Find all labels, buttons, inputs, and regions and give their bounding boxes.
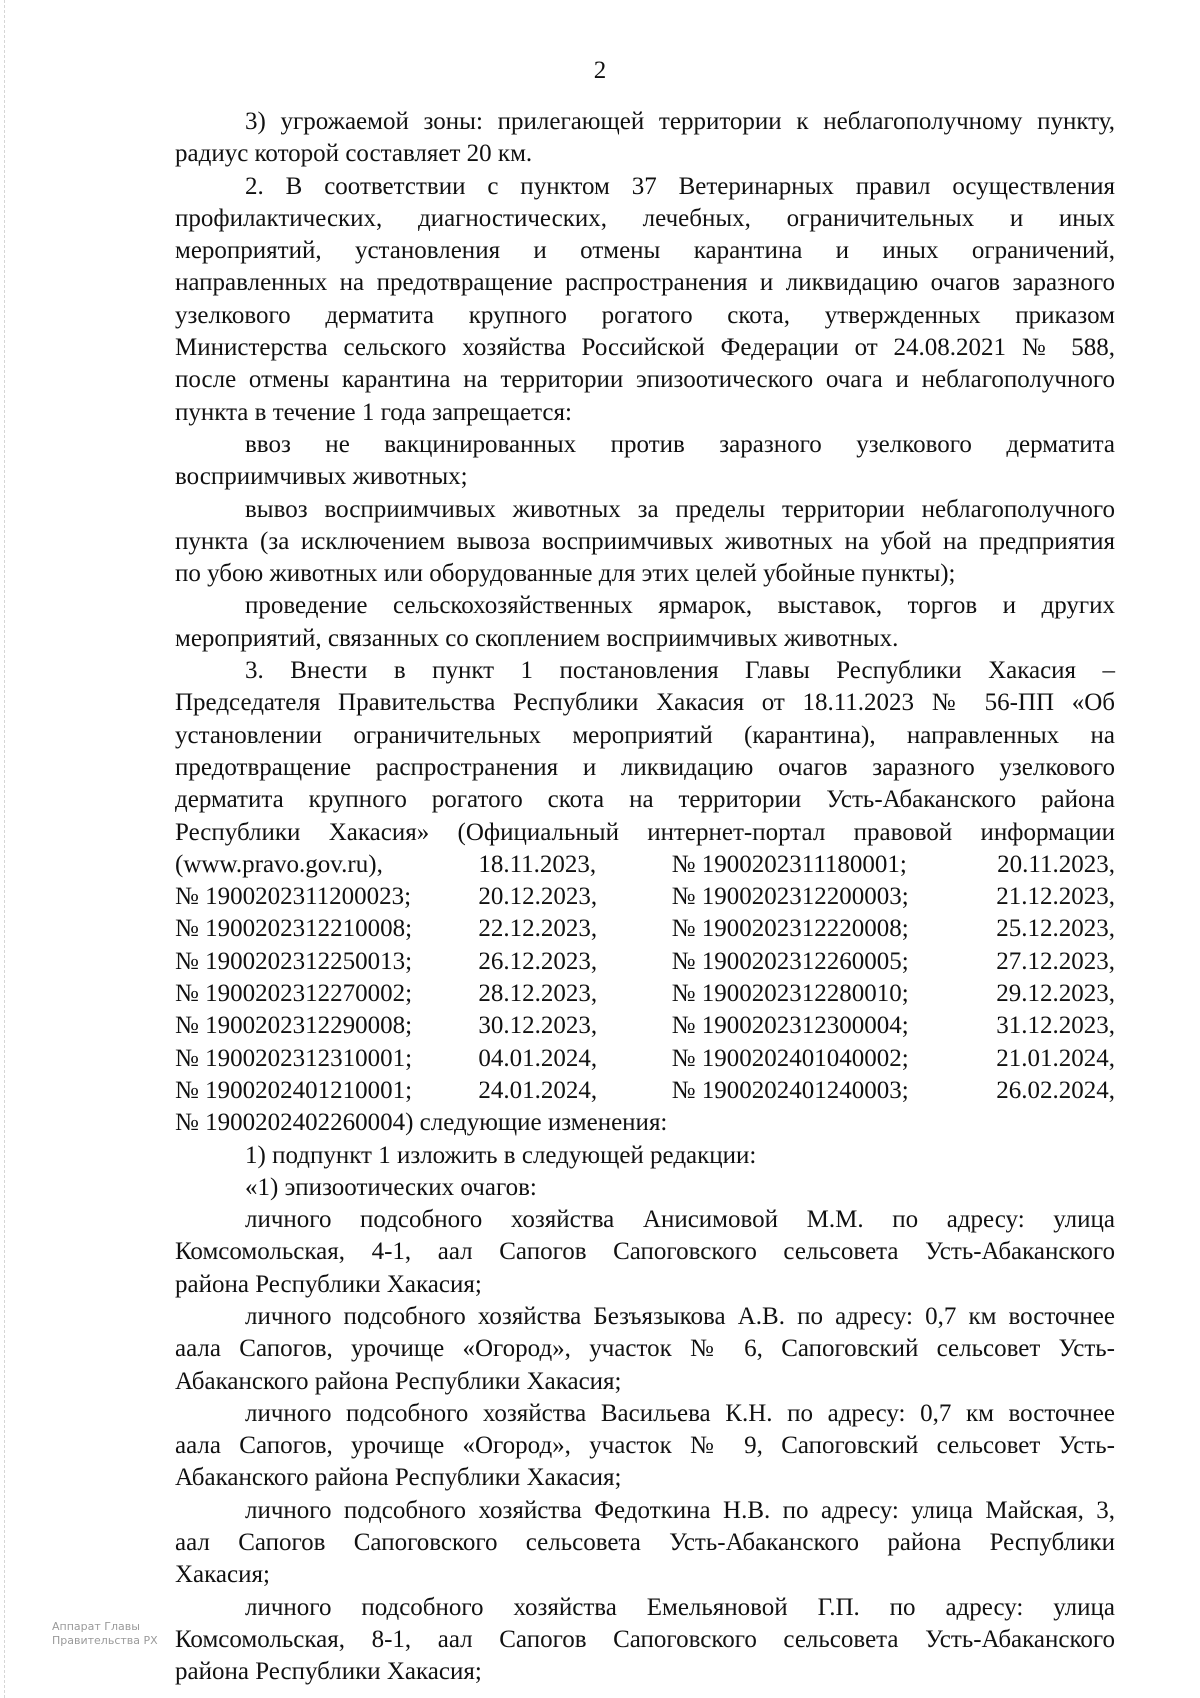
registry-numbers-table	[175, 849, 1115, 1107]
text-line: Комсомольская, 4-1, аал Сапогов Сапоговского сельсовета Усть-Абаканского	[175, 1238, 1115, 1266]
registry-cell: 28.12.2023,	[478, 980, 598, 1008]
registry-cell: 20.12.2023,	[478, 883, 598, 911]
text-line: Абаканского района Республики Хакасия;	[175, 1367, 622, 1395]
text-line: 3. Внести в пункт 1 постановления Главы Республики Хакасия –	[245, 657, 1115, 685]
registry-cell: 21.01.2024,	[996, 1044, 1115, 1072]
text-line: узелкового дерматита крупного рогатого скота, утвержденных приказом	[175, 301, 1115, 329]
registry-cell: 30.12.2023,	[478, 1012, 598, 1040]
registry-cell: № 1900202311200023;	[175, 883, 412, 911]
text-line: района Республики Хакасия;	[175, 1658, 482, 1686]
text-line: после отмены карантина на территории эпизоотического очага и неблагополучного	[175, 366, 1115, 394]
registry-cell: № 1900202312250013;	[175, 947, 413, 975]
registry-cell: (www.pravo.gov.ru),	[175, 850, 383, 878]
text-line: 3) угрожаемой зоны: прилегающей территории к неблагополучному пункту,	[245, 108, 1115, 135]
registry-row	[175, 1010, 1115, 1042]
registry-cell: № 1900202401240003;	[671, 1076, 909, 1104]
registry-cell: 20.11.2023,	[997, 850, 1115, 878]
registry-row	[175, 946, 1115, 978]
registry-cell: № 1900202312280010;	[671, 980, 909, 1008]
text-line: восприимчивых животных;	[175, 463, 468, 491]
text-line: дерматита крупного рогатого скота на территории Усть-Абаканского района	[175, 786, 1115, 814]
text-line: аала Сапогов, урочище «Огород», участок № 9, Сапоговский сельсовет Усть-	[175, 1432, 1115, 1460]
text-line: пункта (за исключением вывоза восприимчивых животных на убой на предприятия	[175, 527, 1115, 555]
text-line: предотвращение распространения и ликвидацию очагов заразного узелкового	[175, 753, 1115, 781]
registry-cell: 24.01.2024,	[478, 1076, 598, 1104]
text-line: Абаканского района Республики Хакасия;	[175, 1464, 622, 1492]
text-line: Председателя Правительства Республики Хакасия от 18.11.2023 № 56-ПП «Об	[175, 689, 1115, 717]
registry-cell: № 1900202312210008;	[175, 915, 413, 943]
document-body	[175, 106, 1115, 1689]
registry-cell: 25.12.2023,	[996, 915, 1115, 943]
text-line: района Республики Хакасия;	[175, 1270, 482, 1298]
registry-cell: № 1900202312290008;	[175, 1012, 413, 1040]
text-line: Комсомольская, 8-1, аал Сапогов Сапоговского сельсовета Усть-Абаканского	[175, 1625, 1115, 1653]
registry-cell: 26.12.2023,	[478, 947, 598, 975]
stamp-line-1: Аппарат Главы	[52, 1620, 140, 1633]
registry-row	[175, 1075, 1115, 1107]
registry-cell: № 1900202312220008;	[671, 915, 909, 943]
registry-cell: 31.12.2023,	[996, 1012, 1115, 1040]
text-line: № 1900202402260004) следующие изменения:	[175, 1109, 668, 1137]
text-line: личного подсобного хозяйства Безъязыкова А.В. по адресу: 0,7 км восточнее	[245, 1302, 1115, 1330]
text-line: личного подсобного хозяйства Анисимовой М.М. по адресу: улица	[245, 1206, 1115, 1234]
text-line: аал Сапогов Сапоговского сельсовета Усть-Абаканского района Республики	[175, 1529, 1115, 1557]
text-line: вывоз восприимчивых животных за пределы территории неблагополучного	[245, 495, 1115, 523]
text-line: Министерства сельского хозяйства Российской Федерации от 24.08.2021 № 588,	[175, 334, 1115, 362]
registry-row	[175, 849, 1115, 881]
registry-cell: 27.12.2023,	[996, 947, 1115, 975]
registry-cell: № 1900202401040002;	[671, 1044, 909, 1072]
registry-cell: № 1900202401210001;	[175, 1076, 413, 1104]
text-line: мероприятий, установления и отмены карантина и иных ограничений,	[175, 237, 1115, 265]
registry-row	[175, 978, 1115, 1010]
registry-cell: № 1900202311180001;	[671, 850, 907, 878]
text-line: мероприятий, связанных со скоплением восприимчивых животных.	[175, 624, 899, 652]
text-line: личного подсобного хозяйства Федоткина Н.В. по адресу: улица Майская, 3,	[245, 1496, 1115, 1524]
text-line: установлении ограничительных мероприятий (карантина), направленных на	[175, 721, 1115, 749]
registry-cell: 22.12.2023,	[478, 915, 598, 943]
text-line: ввоз не вакцинированных против заразного узелкового дерматита	[245, 430, 1115, 458]
text-line: пункта в течение 1 года запрещается:	[175, 398, 572, 426]
text-line: личного подсобного хозяйства Емельяновой Г.П. по адресу: улица	[245, 1593, 1115, 1621]
registry-cell: 29.12.2023,	[996, 980, 1115, 1008]
text-line: 1) подпункт 1 изложить в следующей редакции:	[245, 1141, 757, 1169]
text-line: аала Сапогов, урочище «Огород», участок № 6, Сапоговский сельсовет Усть-	[175, 1335, 1115, 1363]
text-line: профилактических, диагностических, лечебных, ограничительных и иных	[175, 204, 1115, 232]
registry-cell: 21.12.2023,	[996, 883, 1115, 911]
registry-cell: 04.01.2024,	[478, 1044, 598, 1072]
text-line: 2. В соответствии с пунктом 37 Ветеринарных правил осуществления	[245, 172, 1115, 200]
stamp-line-2: Правительства РХ	[52, 1634, 158, 1647]
registry-cell: 18.11.2023,	[478, 850, 597, 878]
registry-row	[175, 881, 1115, 913]
registry-row	[175, 913, 1115, 945]
registry-cell: № 1900202312200003;	[671, 883, 909, 911]
registry-cell: 26.02.2024,	[996, 1076, 1115, 1104]
text-line: радиус которой составляет 20 км.	[175, 140, 533, 168]
text-line: проведение сельскохозяйственных ярмарок, выставок, торгов и других	[245, 592, 1115, 620]
registry-row	[175, 1043, 1115, 1075]
paragraphs-after-registry	[175, 1107, 1115, 1688]
scan-edge	[4, 0, 6, 1698]
text-line: Республики Хакасия» (Официальный интернет-портал правовой информации	[175, 818, 1115, 846]
page-number: 2	[593, 57, 607, 84]
scan-stamp	[52, 1620, 202, 1648]
registry-cell: № 1900202312300004;	[671, 1012, 909, 1040]
registry-cell: № 1900202312310001;	[175, 1044, 413, 1072]
text-line: направленных на предотвращение распространения и ликвидацию очагов заразного	[175, 269, 1115, 297]
text-line: по убою животных или оборудованные для этих целей убойные пункты);	[175, 560, 956, 588]
text-line: личного подсобного хозяйства Васильева К.Н. по адресу: 0,7 км восточнее	[245, 1399, 1115, 1427]
registry-cell: № 1900202312270002;	[175, 980, 413, 1008]
paragraphs-before-registry	[175, 106, 1115, 849]
registry-cell: № 1900202312260005;	[671, 947, 909, 975]
text-line: «1) эпизоотических очагов:	[245, 1173, 537, 1201]
text-line: Хакасия;	[175, 1561, 270, 1589]
